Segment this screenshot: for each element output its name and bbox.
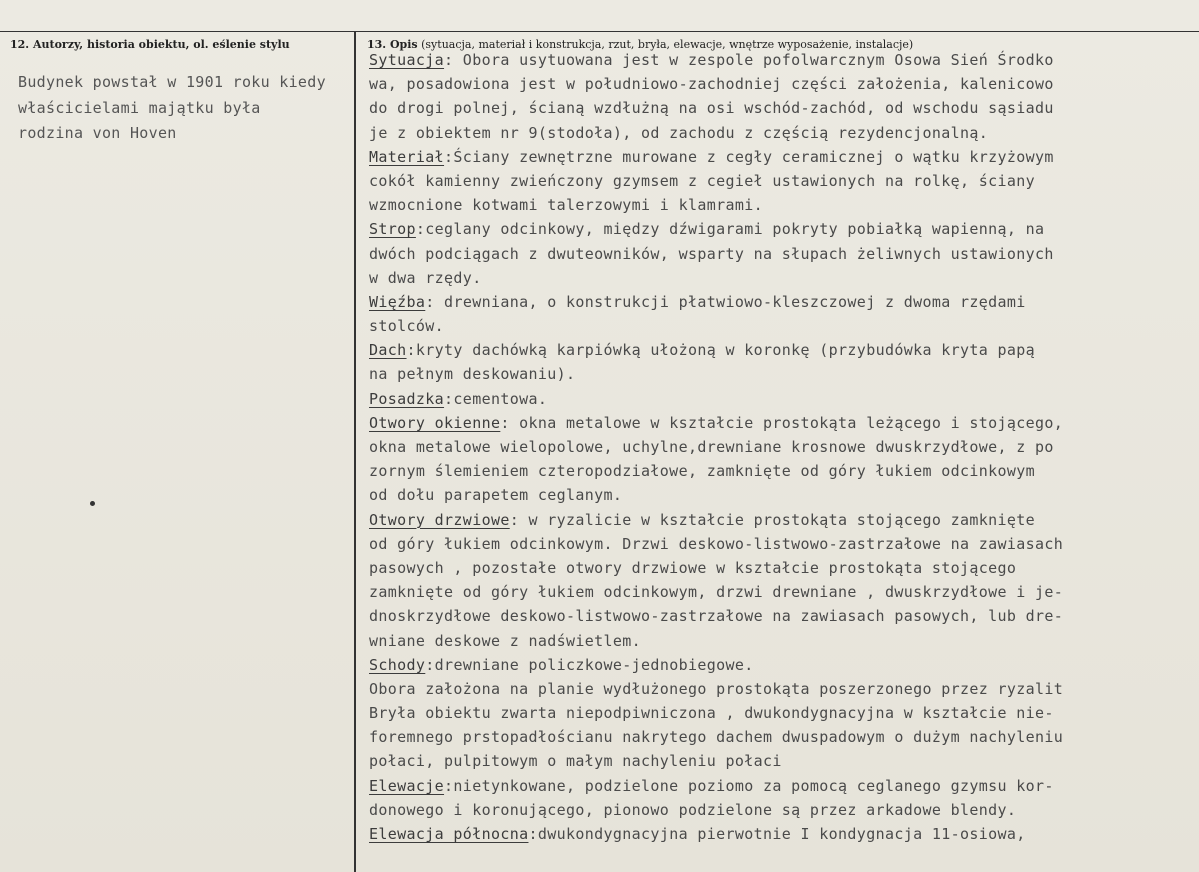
description-line — [369, 362, 1195, 386]
description-line — [369, 314, 1195, 338]
description-line — [369, 580, 1195, 604]
field-text: cokół kamienny zwieńczony gzymsem z cegieł ustawionych na rolkę, ściany — [369, 171, 1036, 190]
history-line: Budynek powstał w 1901 roku kiedy — [18, 73, 326, 91]
description-line — [369, 483, 1195, 507]
description-line — [369, 145, 1195, 169]
field-text: Obora założona na planie wydłużonego prostokąta poszerzonego przez ryzalit — [369, 679, 1064, 698]
description-line — [369, 48, 1195, 72]
field-text: : w ryzalicie w kształcie prostokąta stojącego zamknięte — [509, 510, 1036, 529]
field-text: :cementowa. — [444, 389, 548, 408]
description-line — [369, 411, 1195, 435]
field-text: pasowych , pozostałe otwory drzwiowe w kształcie prostokąta stojącego — [369, 558, 1017, 577]
description-line — [369, 677, 1195, 701]
field-label: Schody — [369, 655, 426, 674]
field-text: Bryła obiektu zwarta niepodpiwniczona , dwukondygnacyjna w kształcie nie- — [369, 704, 1054, 723]
field-text: stolców. — [369, 317, 445, 336]
section-12-header: 12. Autorzy, historia obiektu, ol. eślenie stylu — [10, 38, 290, 51]
field-text: dwóch podciągach z dwuteowników, wsparty na słupach żeliwnych ustawionych — [369, 244, 1054, 263]
history-line: właścicielami majątku była — [18, 98, 261, 117]
field-text: wa, posadowiona jest w południowo-zachodniej części założenia, kalenicowo — [369, 75, 1054, 94]
field-text: foremnego prstopadłościanu nakrytego dachem dwuspadowym o dużym nachyleniu — [369, 728, 1064, 747]
description-line — [369, 96, 1195, 120]
description-line — [369, 266, 1195, 290]
field-text: zornym ślemieniem czteropodziałowe, zamknięte od góry łukiem odcinkowym — [369, 462, 1036, 481]
description-line — [369, 338, 1195, 362]
field-text: dnoskrzydłowe deskowo-listwowo-zastrzałowe na zawiasach pasowych, lub dre- — [369, 607, 1064, 626]
field-label: Elewacje — [369, 776, 445, 795]
field-text: do drogi polnej, ścianą wzdłużną na osi wschód-zachód, od wschodu sąsiadu — [369, 99, 1054, 118]
description-line — [369, 121, 1195, 145]
description-line — [369, 798, 1195, 822]
field-text: :nietynkowane, podzielone poziomo za pomocą ceglanego gzymsu kor- — [444, 776, 1054, 795]
top-rule — [0, 31, 1199, 32]
description-text — [369, 48, 1195, 846]
description-line — [369, 508, 1195, 532]
field-text: donowego i koronującego, pionowo podzielone są przez arkadowe blendy. — [369, 800, 1017, 819]
field-text: okna metalowe wielopolowe, uchylne,drewniane krosnowe dwuskrzydłowe, z po — [369, 438, 1054, 456]
description-line — [369, 749, 1195, 773]
field-text: od dołu parapetem ceglanym. — [369, 486, 623, 505]
field-text: na pełnym deskowaniu). — [369, 365, 576, 384]
field-text: :ceglany odcinkowy, między dźwigarami pokryty pobiałką wapienną, na — [415, 220, 1045, 239]
description-line — [369, 217, 1195, 241]
field-label: Posadzka — [369, 389, 445, 408]
description-line — [369, 822, 1195, 846]
history-line: rodzina von Hoven — [18, 124, 177, 142]
field-text: połaci, pulpitowym o małym nachyleniu połaci — [369, 752, 782, 771]
section-13-subtitle: (sytuacja, materiał i konstrukcja, rzut, bryła, elewacje, wnętrze wyposażenie, instalacje) — [421, 38, 914, 51]
description-line — [369, 653, 1195, 677]
section-13-number: 13. Opis — [367, 38, 418, 51]
description-line — [369, 604, 1195, 628]
description-line — [369, 701, 1195, 725]
field-label: Otwory okienne — [369, 413, 501, 432]
field-text: :kryty dachówką karpiówką ułożoną w koronkę (przybudówka kryta papą — [406, 341, 1036, 360]
margin-dot — [90, 501, 95, 506]
field-label: Sytuacja — [369, 51, 445, 69]
field-text: od góry łukiem odcinkowym. Drzwi deskowo-listwowo-zastrzałowe na zawiasach — [369, 534, 1064, 553]
description-line — [369, 290, 1195, 314]
column-divider — [354, 32, 356, 872]
field-text: : okna metalowe w kształcie prostokąta leżącego i stojącego, — [500, 413, 1064, 432]
field-label: Otwory drzwiowe — [369, 510, 510, 529]
field-text: zamknięte od góry łukiem odcinkowym, drzwi drewniane , dwuskrzydłowe i je- — [369, 583, 1064, 602]
field-text: wzmocnione kotwami talerzowymi i klamrami. — [369, 196, 763, 215]
field-text: je z obiektem nr 9(stodoła), od zachodu z częścią rezydencjonalną. — [369, 123, 989, 142]
description-line — [369, 459, 1195, 483]
description-line — [369, 193, 1195, 217]
description-line — [369, 387, 1195, 411]
description-line — [369, 629, 1195, 653]
field-text: w dwa rzędy. — [369, 268, 482, 287]
field-text: : drewniana, o konstrukcji płatwiowo-kleszczowej z dwoma rzędami — [425, 292, 1026, 311]
field-text: :Ściany zewnętrzne murowane z cegły ceramicznej o wątku krzyżowym — [444, 147, 1054, 166]
description-line — [369, 435, 1195, 459]
history-text — [18, 70, 348, 147]
description-line — [369, 725, 1195, 749]
field-label: Materiał — [369, 147, 445, 166]
field-text: :drewniane policzkowe-jednobiegowe. — [425, 655, 754, 674]
field-label: Dach — [369, 341, 407, 360]
field-label: Elewacja północna — [369, 825, 529, 843]
description-line — [369, 556, 1195, 580]
description-line — [369, 242, 1195, 266]
field-text: wniane deskowe z nadświetlem. — [369, 631, 642, 650]
description-line — [369, 774, 1195, 798]
field-label: Więźba — [369, 292, 426, 311]
description-line — [369, 532, 1195, 556]
description-line — [369, 169, 1195, 193]
description-line — [369, 72, 1195, 96]
field-text: :dwukondygnacyjna pierwotnie I kondygnacja 11-osiowa, — [528, 825, 1026, 843]
field-text: : Obora usytuowana jest w zespole pofolwarcznym Osowa Sień Środko — [444, 51, 1054, 69]
field-label: Strop — [369, 220, 416, 239]
